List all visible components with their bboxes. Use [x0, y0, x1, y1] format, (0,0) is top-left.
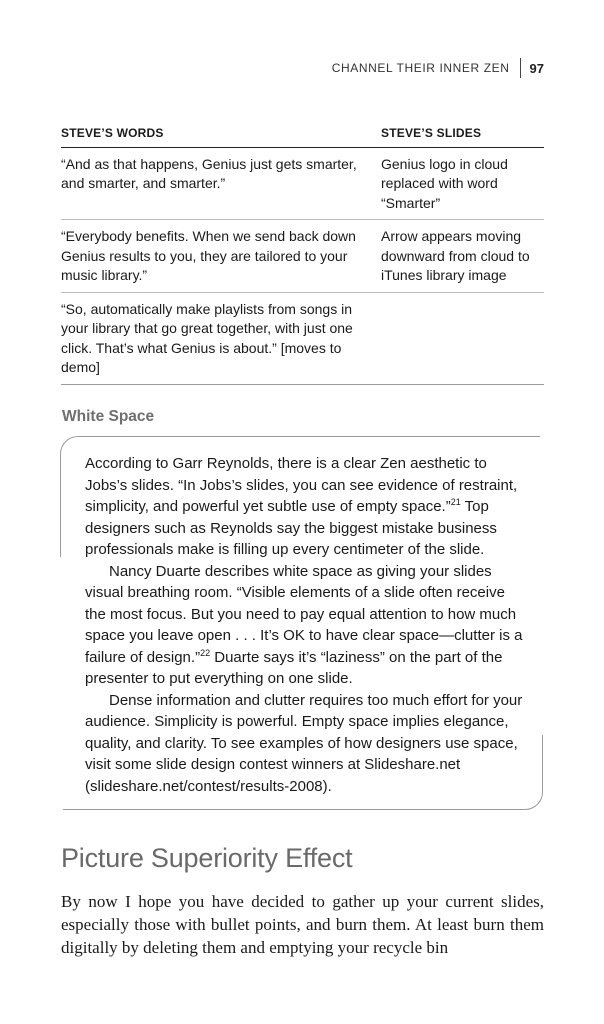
- column-header-slides: STEVE’S SLIDES: [381, 126, 482, 140]
- table-cell-slides: Genius logo in cloud replaced with word “Smarter”: [381, 155, 508, 211]
- running-header: [332, 58, 544, 78]
- body-paragraph: By now I hope you have decided to gather up your current slides, especially those with bullet points, and burn them. At least burn them digitally by deleting them and emptying your recycle bin: [61, 892, 544, 957]
- sidebar-box: [60, 436, 543, 810]
- table-cell-slides: [381, 300, 544, 378]
- page-number: 97: [529, 60, 544, 76]
- paragraph-text: According to Garr Reynolds, there is a clear Zen aesthetic to Jobs’s slides. “In Jobs’s slides, you can see evidence of restraint, simplicity, and powerful yet subtle use of empty space.”: [85, 455, 518, 515]
- header-divider: [520, 58, 521, 78]
- table-row: [61, 148, 544, 221]
- table-cell-words: “And as that happens, Genius just gets smarter, and smarter, and smarter.”: [61, 155, 357, 191]
- table-row: [61, 220, 544, 293]
- paragraph-text: Top designers such as Reynolds say the biggest mistake business professionals make is filling up every centimeter of the slide.: [85, 498, 497, 558]
- sidebar-text: [85, 453, 525, 797]
- sidebar-paragraph: [85, 561, 525, 690]
- table-header: [61, 124, 544, 148]
- paragraph-text: Duarte says it’s “laziness” on the part of the presenter to put everything on one slide.: [85, 648, 503, 687]
- table-cell-slides: Arrow appears moving downward from cloud to iTunes library image: [381, 228, 530, 283]
- paragraph-text: Nancy Duarte describes white space as giving your slides visual breathing room. “Visible elements of a slide often receive the most focus. But you need to pay equal attention to how much space you leave open . . . It’s OK to have clear space—clutter is a failure of design.”: [85, 562, 523, 666]
- table-row: [61, 293, 544, 385]
- footnote-ref: 21: [450, 497, 461, 507]
- sidebar-border-gap: [540, 435, 544, 735]
- sidebar-paragraph: [85, 453, 525, 561]
- table-cell-words: “Everybody benefits. When we send back down Genius results to you, they are tailored to your music library.”: [61, 228, 356, 283]
- chapter-title: CHANNEL THEIR INNER ZEN: [331, 61, 510, 75]
- column-header-words: STEVE’S WORDS: [61, 126, 164, 140]
- sidebar-label: White Space: [62, 408, 155, 425]
- sidebar-border-gap: [59, 557, 63, 817]
- footnote-ref: 22: [200, 647, 211, 658]
- words-slides-table: [61, 124, 544, 385]
- section-heading: Picture Superiority Effect: [61, 843, 353, 873]
- table-cell-words: “So, automatically make playlists from songs in your library that go great together, with just one click. That’s what Genius is about.” [moves to demo]: [61, 300, 353, 375]
- sidebar-paragraph: Dense information and clutter requires too much effort for your audience. Simplicity is powerful. Empty space implies elegance, quality, and clarity. To see examples of how designers use space, visit some slide design contest winners at Slideshare.net (slideshare.net/contest/results-2008).: [85, 691, 523, 795]
